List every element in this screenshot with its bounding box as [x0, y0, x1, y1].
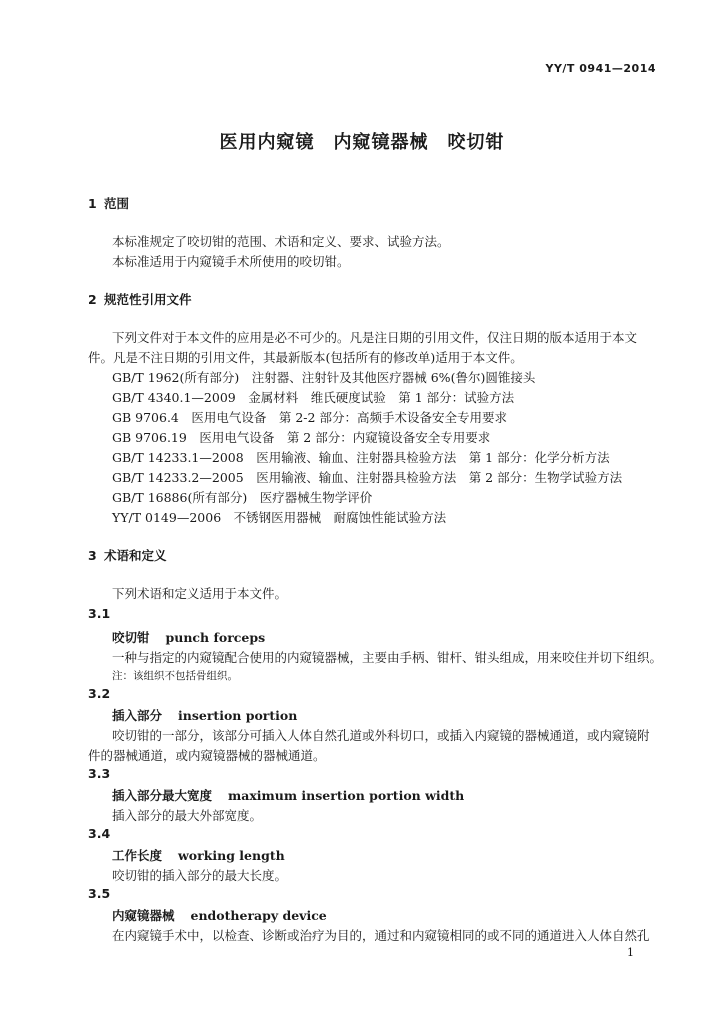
- section-number: 2: [88, 292, 97, 307]
- term-zh: 插入部分: [112, 708, 163, 723]
- reference-item: GB/T 14233.2—2005 医用输液、输血、注射器具检验方法 第 2 部分：生物学试验方法: [112, 470, 623, 485]
- clause-number: 3.4: [88, 826, 111, 841]
- term-definition: 插入部分的最大外部宽度。: [112, 808, 263, 823]
- term-en: maximum insertion portion width: [228, 788, 465, 803]
- reference-item: GB/T 16886(所有部分) 医疗器械生物学评价: [112, 490, 373, 505]
- term-note: 注：该组织不包括骨组织。: [112, 670, 238, 682]
- clause-number: 3.1: [88, 606, 111, 621]
- section-1-heading: [88, 194, 129, 212]
- section-2-heading: [88, 290, 192, 308]
- reference-item: GB/T 1962(所有部分) 注射器、注射针及其他医疗器械 6%(鲁尔)圆锥接头: [112, 370, 536, 385]
- term-definition: 在内窥镜手术中，以检查、诊断或治疗为目的，通过和内窥镜相同的或不同的通道进入人体自然孔: [112, 928, 650, 943]
- term-heading: [112, 706, 297, 724]
- term-heading: [112, 786, 464, 804]
- scope-line-2: 本标准适用于内窥镜手术所使用的咬切钳。: [112, 254, 350, 269]
- term-definition-2: 件的器械通道，或内窥镜器械的器械通道。: [88, 748, 326, 763]
- section-number: 3: [88, 548, 97, 563]
- term-heading: [112, 906, 327, 924]
- scope-line-1: 本标准规定了咬切钳的范围、术语和定义、要求、试验方法。: [112, 234, 450, 249]
- section-number: 1: [88, 196, 97, 211]
- term-definition: 咬切钳的插入部分的最大长度。: [112, 868, 288, 883]
- normref-intro-2: 件。凡是不注日期的引用文件，其最新版本(包括所有的修改单)适用于本文件。: [88, 350, 523, 365]
- term-heading: [112, 846, 285, 864]
- page-number: 1: [627, 946, 634, 959]
- term-definition-1: 咬切钳的一部分，该部分可插入人体自然孔道或外科切口，或插入内窥镜的器械通道，或内窥镜附: [112, 728, 650, 743]
- reference-item: GB/T 4340.1—2009 金属材料 维氏硬度试验 第 1 部分：试验方法: [112, 390, 515, 405]
- section-title: 术语和定义: [104, 548, 167, 563]
- term-en: endotherapy device: [190, 908, 327, 923]
- clause-number: 3.3: [88, 766, 111, 781]
- section-title: 范围: [104, 196, 130, 211]
- term-zh: 插入部分最大宽度: [112, 788, 213, 803]
- section-title: 规范性引用文件: [104, 292, 192, 307]
- term-en: punch forceps: [165, 630, 266, 645]
- normref-intro-1: 下列文件对于本文件的应用是必不可少的。凡是注日期的引用文件，仅注日期的版本适用于本文: [112, 330, 638, 345]
- term-zh: 咬切钳: [112, 630, 150, 645]
- terms-intro: 下列术语和定义适用于本文件。: [112, 586, 288, 601]
- term-heading: [112, 628, 265, 646]
- term-zh: 内窥镜器械: [112, 908, 175, 923]
- reference-item: GB/T 14233.1—2008 医用输液、输血、注射器具检验方法 第 1 部分：化学分析方法: [112, 450, 610, 465]
- reference-item: GB 9706.19 医用电气设备 第 2 部分：内窥镜设备安全专用要求: [112, 430, 491, 445]
- reference-item: YY/T 0149—2006 不锈钢医用器械 耐腐蚀性能试验方法: [112, 510, 447, 525]
- document-title: 医用内窥镜 内窥镜器械 咬切钳: [219, 132, 505, 153]
- clause-number: 3.5: [88, 886, 111, 901]
- clause-number: 3.2: [88, 686, 111, 701]
- standard-number: YY/T 0941—2014: [545, 62, 656, 75]
- term-definition: 一种与指定的内窥镜配合使用的内窥镜器械，主要由手柄、钳杆、钳头组成，用来咬住并切下组织。: [112, 650, 663, 665]
- term-en: working length: [178, 848, 285, 863]
- term-en: insertion portion: [178, 708, 298, 723]
- term-zh: 工作长度: [112, 848, 163, 863]
- section-3-heading: [88, 546, 167, 564]
- reference-item: GB 9706.4 医用电气设备 第 2-2 部分：高频手术设备安全专用要求: [112, 410, 507, 425]
